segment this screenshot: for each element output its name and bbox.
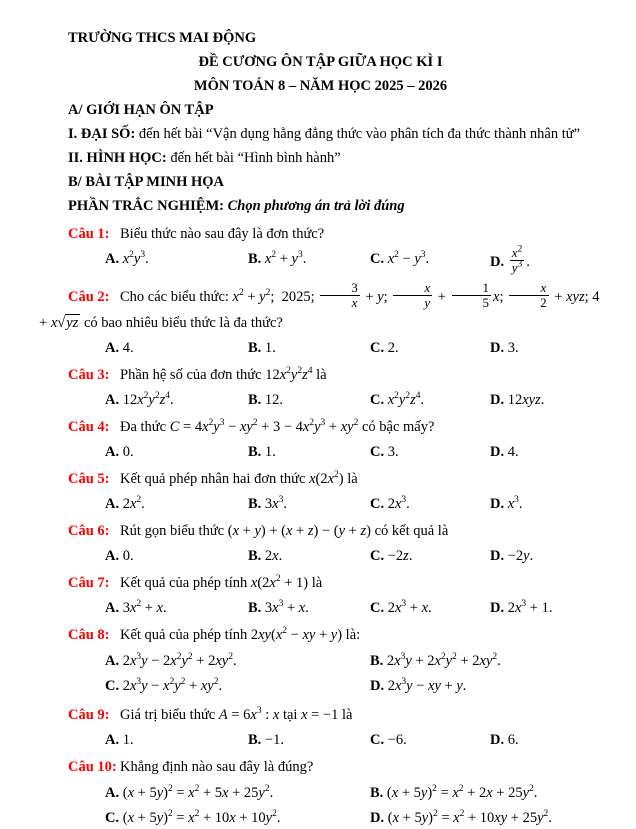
option-D: D. $x^3$. (490, 495, 523, 513)
question-line (39, 223, 602, 246)
option-B: B. $2x^3y + 2x^2y^2 + 2xy^2$. (370, 652, 501, 670)
options-row (39, 649, 602, 699)
options-row (39, 389, 602, 411)
question-5 (39, 468, 602, 515)
options-row (39, 244, 602, 278)
question-6 (39, 520, 602, 567)
option-B: B. $3x^3$. (248, 495, 287, 513)
options-row (39, 441, 602, 463)
question-number: Câu 2: (68, 288, 110, 305)
question-number: Câu 8: (68, 627, 110, 644)
question-line (39, 279, 602, 336)
option-A: A. 4. (105, 340, 134, 357)
option-A: A. $(x + 5y)^2 = x^2 + 5x + 25y^2$. (105, 784, 274, 802)
option-A: A. 0. (105, 548, 134, 565)
option-A: A. $x^2y^3$. (105, 250, 149, 267)
option-C: C. $x^2 - y^3$. (370, 250, 430, 267)
section-b-heading: B/ BÀI TẬP MINH HỌA (68, 174, 225, 190)
question-number: Câu 6: (68, 523, 110, 540)
option-B: B. $(x + 5y)^2 = x^2 + 2x + 25y^2$. (370, 784, 538, 802)
question-1 (39, 223, 602, 278)
option-A: A. $2x^3y - 2x^2y^2 + 2xy^2$. (105, 652, 237, 670)
algebra-scope-text: đến hết bài “Vận dụng hằng đẳng thức vào phân tích đa thức thành nhân tử” (135, 126, 581, 142)
document-subtitle: MÔN TOÁN 8 – NĂM HỌC 2025 – 2026 (193, 78, 448, 94)
question-line (39, 624, 602, 647)
options-row (39, 597, 602, 619)
question-10 (39, 756, 602, 829)
question-prompt: Phần hệ số của đơn thức $12x^2y^2z^4$ là (120, 366, 327, 384)
question-number: Câu 7: (68, 575, 110, 592)
question-prompt: Kết quả của phép tính $2xy(x^2$ − xy + y) là: (120, 626, 361, 644)
question-line (39, 572, 602, 595)
question-line (39, 416, 602, 439)
questions-list (39, 223, 602, 829)
option-A: A. $2x^2$. (105, 495, 145, 513)
option-D: D. $2x^3 + 1$. (490, 599, 553, 617)
option-D: D. $\frac{x^2}{y^3}$ . (490, 244, 530, 276)
geometry-scope-line (39, 146, 602, 170)
question-prompt: Biểu thức nào sau đây là đơn thức? (120, 226, 325, 242)
quiz-instruction: Chọn phương án trả lời đúng (227, 198, 405, 214)
option-D: D. 6. (490, 732, 519, 749)
option-A: A. 0. (105, 444, 134, 461)
question-line (39, 704, 602, 727)
question-7 (39, 572, 602, 619)
options-row (39, 781, 602, 829)
question-prompt: Giá trị biểu thức $A = 6x^3$ : x tại x = −1 là (120, 706, 353, 724)
option-A: A. $12x^2y^2z^4$. (105, 391, 174, 409)
options-row (39, 545, 602, 567)
quiz-section-label: PHẦN TRẮC NGHIỆM: (68, 198, 225, 214)
option-C: C. $2x^3y - x^2y^2 + xy^2$. (105, 677, 223, 695)
question-prompt: Cho các biểu thức: $x^2 + y^2$; 2025; $\frac{3}{x}$ + y; $\frac{x}{y}$ + $\frac{1}{5}$ x; $\frac{x}{2}$ + xyz; 4 + x√yz có bao nhiêu biểu thức là đa thức? (39, 279, 600, 332)
option-D: D. 12xyz. (490, 392, 545, 409)
option-D: D. $2x^3y$ − xy + y. (370, 677, 467, 695)
option-C: C. 3. (370, 444, 399, 461)
option-C: C. −6. (370, 732, 407, 749)
question-3 (39, 364, 602, 411)
question-number: Câu 1: (68, 226, 110, 242)
option-C: C. −2z. (370, 548, 413, 565)
option-B: B. $3x^3 + x$. (248, 599, 309, 617)
option-C: C. $(x + 5y)^2 = x^2 + 10x + 10y^2$. (105, 809, 281, 827)
option-A: A. 1. (105, 732, 134, 749)
option-D: D. 3. (490, 340, 519, 357)
question-8 (39, 624, 602, 699)
question-line (39, 364, 602, 387)
school-name: TRƯỜNG THCS MAI ĐỘNG (68, 30, 257, 46)
question-prompt: Kết quả của phép tính $x(2x^2 + 1)$ là (120, 574, 323, 592)
option-B: B. 1. (248, 340, 276, 357)
question-4 (39, 416, 602, 463)
question-prompt: Rút gọn biểu thức (x + y) + (x + z) − (y + z) có kết quả là (120, 523, 449, 540)
option-D: D. 4. (490, 444, 519, 461)
question-line (39, 520, 602, 543)
question-number: Câu 10: (68, 759, 117, 776)
question-line (39, 756, 602, 779)
question-line (39, 468, 602, 491)
option-D: D. $(x + 5y)^2 = x^2 + 10xy + 25y^2$. (370, 809, 552, 827)
document-title: ĐỀ CƯƠNG ÔN TẬP GIỮA HỌC KÌ I (198, 54, 443, 70)
question-number: Câu 4: (68, 419, 110, 436)
algebra-scope-label: I. ĐẠI SỐ: (68, 126, 136, 142)
option-D: D. −2y. (490, 548, 534, 565)
option-B: B. −1. (248, 732, 284, 749)
quiz-section-heading (39, 194, 602, 218)
option-B: B. 12. (248, 392, 284, 409)
question-2 (39, 279, 602, 360)
question-prompt: Kết quả phép nhân hai đơn thức $x(2x^2)$ là (120, 470, 358, 488)
option-B: B. $x^2 + y^3$. (248, 250, 307, 267)
option-A: A. $3x^2 + x$. (105, 599, 167, 617)
options-row (39, 337, 602, 359)
options-row (39, 493, 602, 515)
question-number: Câu 5: (68, 471, 110, 488)
algebra-scope-line (39, 122, 602, 146)
options-row (39, 729, 602, 751)
question-9 (39, 704, 602, 751)
geometry-scope-label: II. HÌNH HỌC: (68, 150, 167, 166)
option-C: C. $x^2y^2z^4$. (370, 391, 425, 409)
option-C: C. 2. (370, 340, 399, 357)
question-prompt: Khẳng định nào sau đây là đúng? (120, 759, 314, 776)
geometry-scope-text: đến hết bài “Hình bình hành” (166, 150, 341, 166)
option-C: C. $2x^3$. (370, 495, 410, 513)
question-number: Câu 3: (68, 367, 110, 384)
option-B: B. 2x. (248, 548, 283, 565)
option-C: C. $2x^3 + x$. (370, 599, 432, 617)
section-a-heading: A/ GIỚI HẠN ÔN TẬP (68, 102, 214, 118)
question-number: Câu 9: (68, 707, 110, 724)
question-prompt: Đa thức $C = 4x^2y^3 - xy^2 + 3 - 4x^2y^3 + xy^2$ có bậc mấy? (120, 418, 435, 436)
option-B: B. 1. (248, 444, 276, 461)
